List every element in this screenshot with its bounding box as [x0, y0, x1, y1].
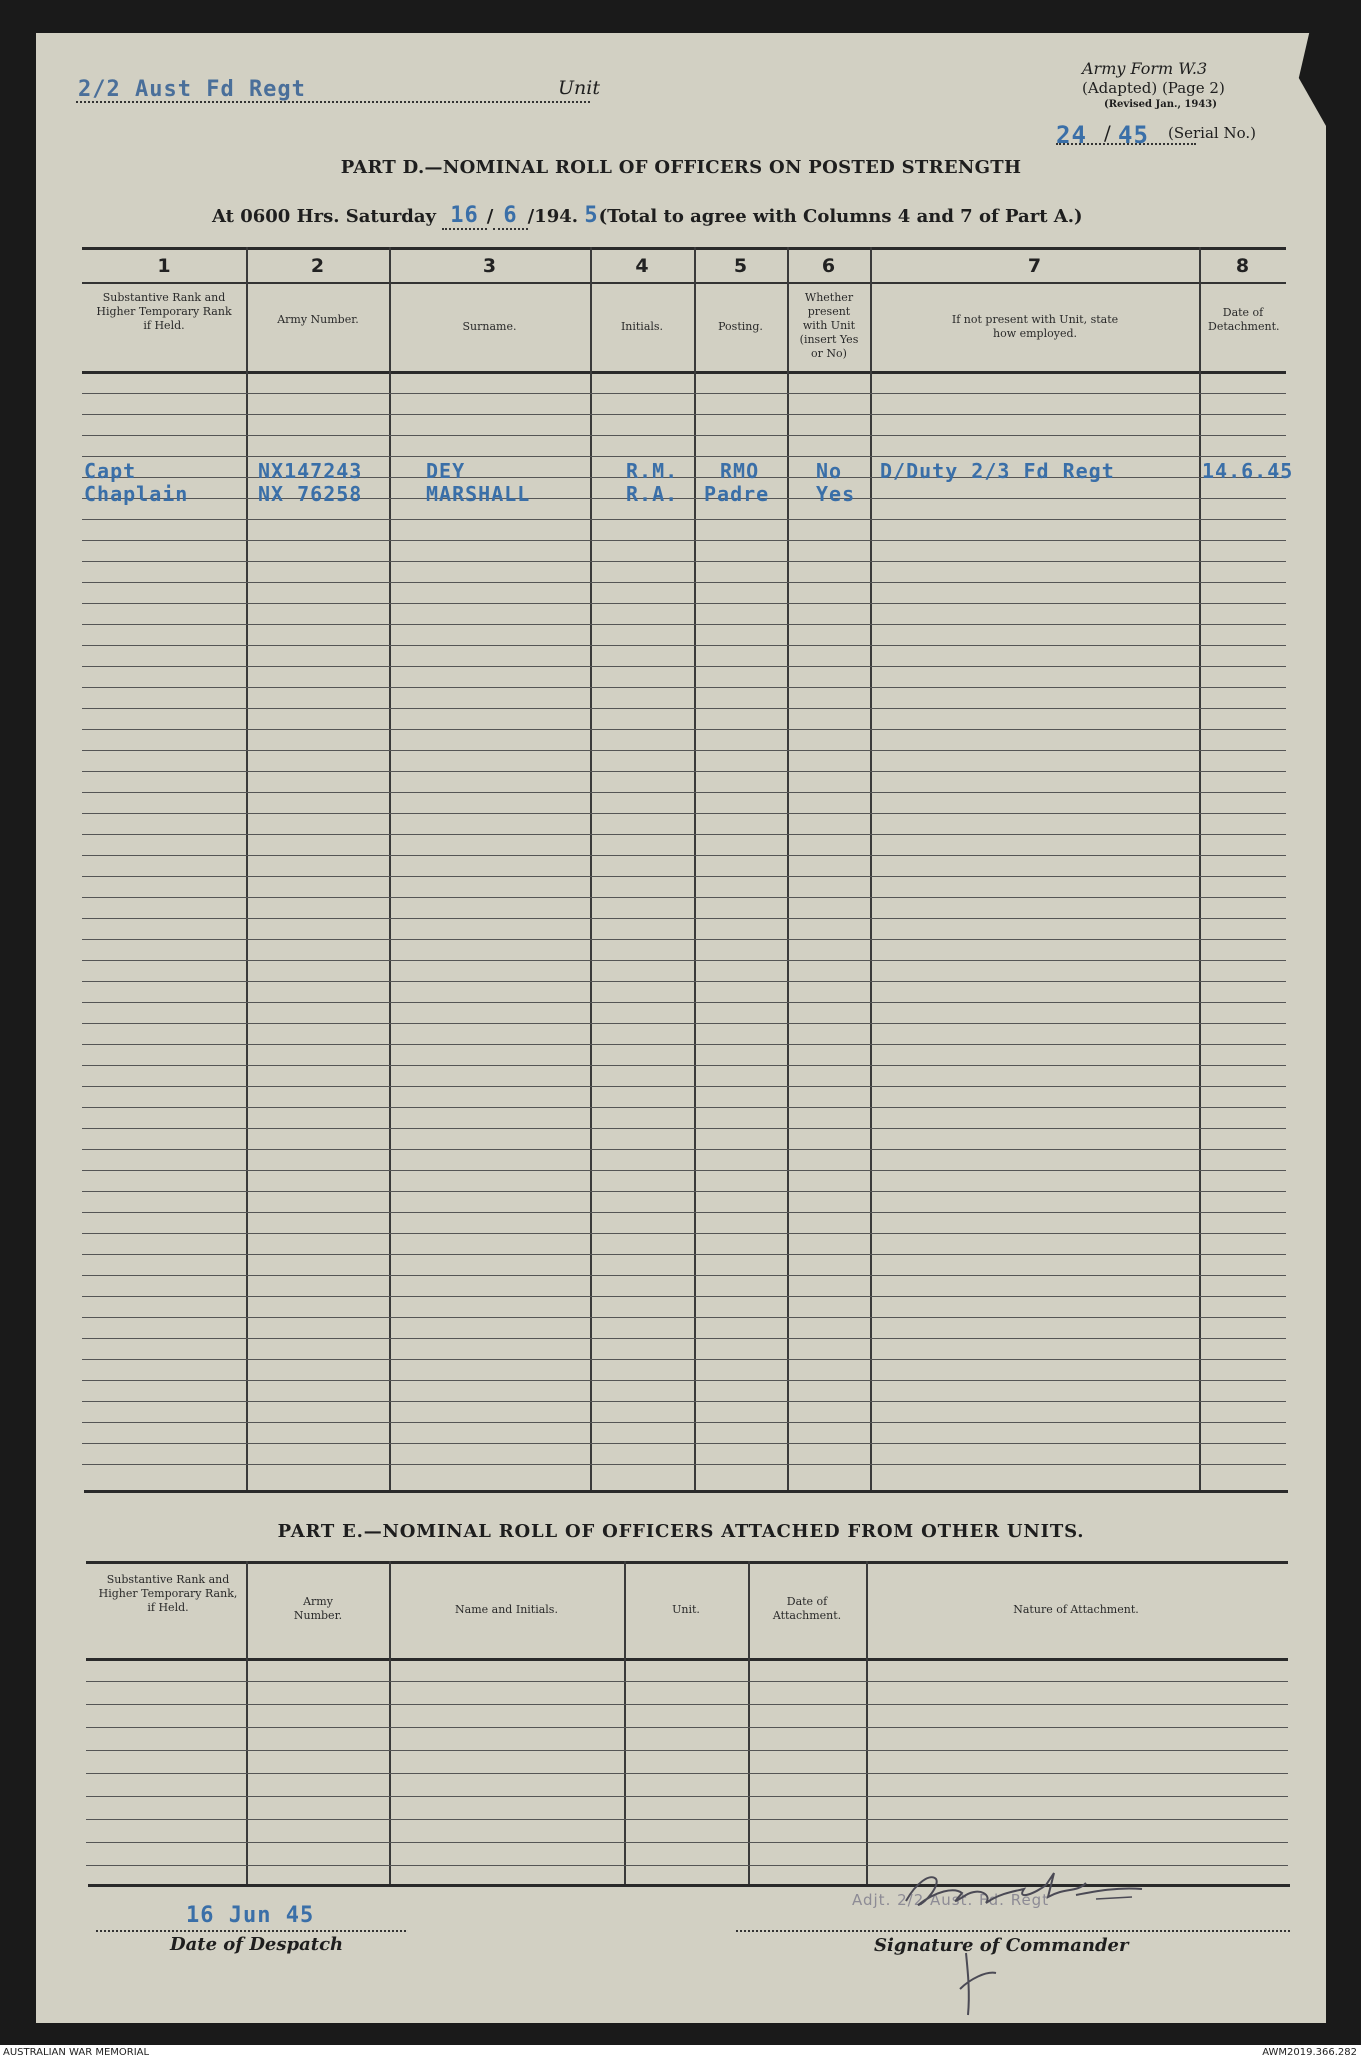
column-header: Surname. [462, 320, 517, 333]
row-rule [86, 1819, 1288, 1820]
row-surname: MARSHALL [426, 482, 531, 506]
despatch-date-line [96, 1930, 406, 1932]
column-header: Initials. [620, 320, 664, 333]
part-e-header: Army Number. [293, 1595, 343, 1622]
signature-label: Signature of Commander [874, 1935, 1129, 1956]
year-digit: 5 [584, 203, 599, 228]
column-header: Whether present with Unit (insert Yes or No) [799, 291, 859, 360]
army-form-id: Army Form W.3 [1082, 59, 1208, 78]
row-initials: R.M. [626, 459, 679, 483]
column-header: If not present with Unit, state how employed. [951, 313, 1119, 340]
part-d-title: PART D.—NOMINAL ROLL OF OFFICERS ON POSTED STRENGTH [340, 157, 1022, 178]
part-e-header: Unit. [672, 1603, 700, 1616]
column-header: Posting. [718, 320, 763, 333]
row-rule [86, 1727, 1288, 1728]
date-sep: / [486, 206, 494, 227]
col-divider [246, 1561, 248, 1884]
column-number: 8 [1235, 255, 1250, 277]
row-rule [86, 1796, 1288, 1797]
at-prefix: At 0600 Hrs. Saturday [212, 206, 437, 227]
army-form-adapted: (Adapted) (Page 2) [1082, 79, 1225, 97]
column-number: 3 [482, 255, 497, 277]
column-number: 7 [1027, 255, 1042, 277]
despatch-date-label: Date of Despatch [170, 1934, 344, 1955]
row-rule [86, 1750, 1288, 1751]
column-number: 2 [310, 255, 325, 277]
date-day: 16 [442, 203, 487, 230]
row-date: 14.6.45 [1202, 459, 1294, 483]
archive-name: AUSTRALIAN WAR MEMORIAL [3, 2047, 150, 2058]
part-e-header: Substantive Rank and Higher Temporary Rank, if Held. [98, 1573, 238, 1614]
row-rank: Capt [84, 459, 137, 483]
column-number: 6 [821, 255, 836, 277]
archive-reference: AWM2019.366.282 [1262, 2047, 1357, 2058]
serial-sep: / [1104, 121, 1111, 145]
unit-value: 2/2 Aust Fd Regt [78, 77, 306, 102]
army-form-revised: (Revised Jan., 1943) [1104, 99, 1217, 110]
column-header: Date of Detachment. [1208, 306, 1280, 333]
row-initials: R.A. [626, 482, 679, 506]
year-prefix: /194. [527, 206, 579, 227]
row-rule [86, 1773, 1288, 1774]
column-number: 4 [635, 255, 649, 277]
row-rule [86, 1681, 1288, 1682]
row-posting: Padre [704, 482, 770, 506]
row-surname: DEY [426, 459, 466, 483]
part-e-header: Name and Initials. [455, 1603, 558, 1616]
part-e-title: PART E.—NOMINAL ROLL OF OFFICERS ATTACHED FROM OTHER UNITS. [277, 1521, 1085, 1542]
serial-number-a: 24 [1056, 121, 1087, 149]
col-divider [748, 1561, 750, 1884]
row-posting: RMO [720, 459, 760, 483]
column-number: 1 [157, 255, 171, 277]
adjutant-stamp: Adjt. 2/2 Aust. Fd. Regt [852, 1891, 1050, 1909]
archive-footer [0, 2047, 1361, 2061]
serial-label: (Serial No.) [1168, 124, 1256, 142]
part-e-table [36, 33, 1326, 1983]
date-month: 6 [493, 203, 527, 230]
signature-line [736, 1930, 1290, 1932]
unit-label: Unit [558, 77, 600, 99]
column-number: 5 [733, 255, 748, 277]
column-header: Army Number. [277, 313, 359, 326]
despatch-date-value: 16 Jun 45 [186, 1903, 315, 1928]
serial-number-b: 45 [1118, 121, 1149, 149]
column-header: Substantive Rank and Higher Temporary Rank if Held. [96, 291, 232, 332]
form-sheet [36, 33, 1326, 2023]
part-e-top-rule [86, 1561, 1288, 1564]
row-army-number: NX147243 [258, 459, 363, 483]
row-army-number: NX 76258 [258, 482, 363, 506]
row-present: No [816, 459, 843, 483]
row-employed: D/Duty 2/3 Fd Regt [880, 459, 1115, 483]
row-rule [86, 1704, 1288, 1705]
row-rank: Chaplain [84, 482, 189, 506]
commander-signature-icon [896, 1843, 1226, 2023]
date-suffix: (Total to agree with Columns 4 and 7 of Part A.) [598, 206, 1083, 227]
row-present: Yes [816, 482, 856, 506]
part-e-header: Nature of Attachment. [1013, 1603, 1139, 1616]
part-e-header-rule [86, 1658, 1288, 1661]
part-e-header: Date of Attachment. [772, 1595, 842, 1622]
